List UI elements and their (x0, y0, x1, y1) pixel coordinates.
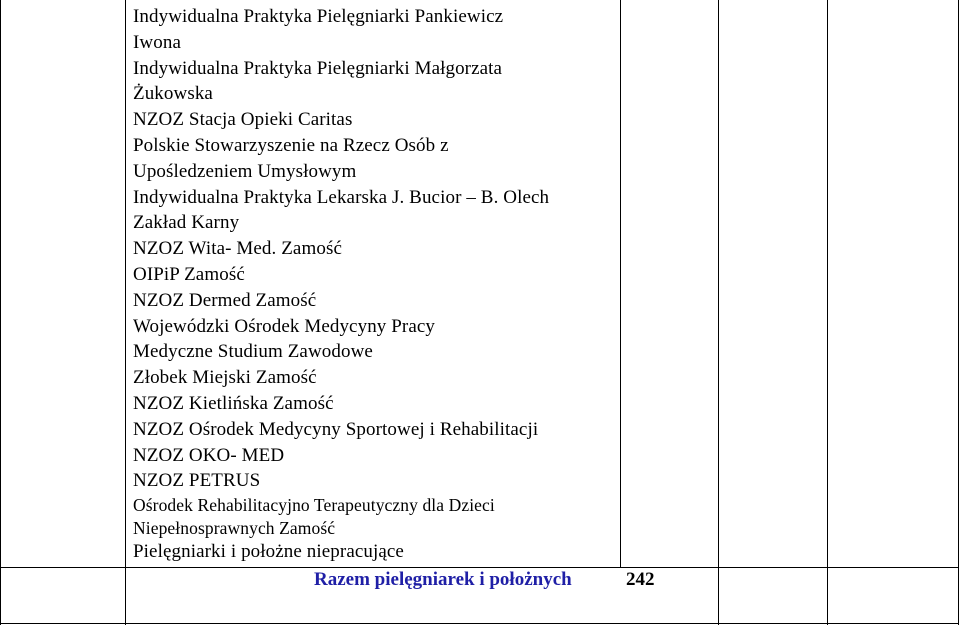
facility-list (133, 4, 618, 564)
facility-line: OIPiP Zamość (133, 263, 245, 285)
facility-line: NZOZ OKO- MED (133, 444, 285, 466)
table-border-left (0, 0, 1, 625)
facility-line: Indywidualna Praktyka Pielęgniarki Małgorzata (133, 57, 503, 79)
facility-line: Żukowska (133, 83, 213, 105)
facility-line: Medyczne Studium Zawodowe (133, 341, 373, 363)
facility-line: NZOZ Ośrodek Medycyny Sportowej i Rehabilitacji (133, 418, 539, 440)
facility-line: Złobek Miejski Zamość (133, 367, 317, 389)
table-border-bottom (0, 623, 959, 624)
table-border-right (958, 0, 959, 625)
facility-line: Indywidualna Praktyka Lekarska J. Bucior – B. Olech (133, 186, 550, 208)
column-divider-3 (718, 0, 719, 625)
column-divider-2 (620, 0, 621, 567)
facility-line: NZOZ Kietlińska Zamość (133, 392, 334, 414)
facility-line: NZOZ Stacja Opieki Caritas (133, 109, 353, 131)
total-value: 242 (626, 569, 655, 590)
facility-line: Upośledzeniem Umysłowym (133, 160, 357, 182)
facility-line: Indywidualna Praktyka Pielęgniarki Pankiewicz (133, 6, 504, 27)
facility-line: NZOZ Dermed Zamość (133, 289, 317, 311)
facility-line: Niepełnosprawnych Zamość (133, 517, 336, 538)
facility-line: Pielęgniarki i położne niepracujące (133, 541, 404, 563)
facility-line: Polskie Stowarzyszenie na Rzecz Osób z (133, 134, 449, 156)
facility-line: Zakład Karny (133, 212, 240, 234)
facility-line: Iwona (133, 31, 181, 53)
total-label: Razem pielęgniarek i położnych (314, 569, 572, 590)
total-row-top-border (0, 567, 959, 568)
facility-line: Ośrodek Rehabilitacyjno Terapeutyczny dla Dzieci (133, 495, 495, 516)
facility-line: NZOZ Wita- Med. Zamość (133, 238, 342, 260)
facility-line: NZOZ PETRUS (133, 470, 261, 492)
column-divider-1 (125, 0, 126, 625)
column-divider-4 (827, 0, 828, 625)
facility-line: Wojewódzki Ośrodek Medycyny Pracy (133, 315, 436, 337)
